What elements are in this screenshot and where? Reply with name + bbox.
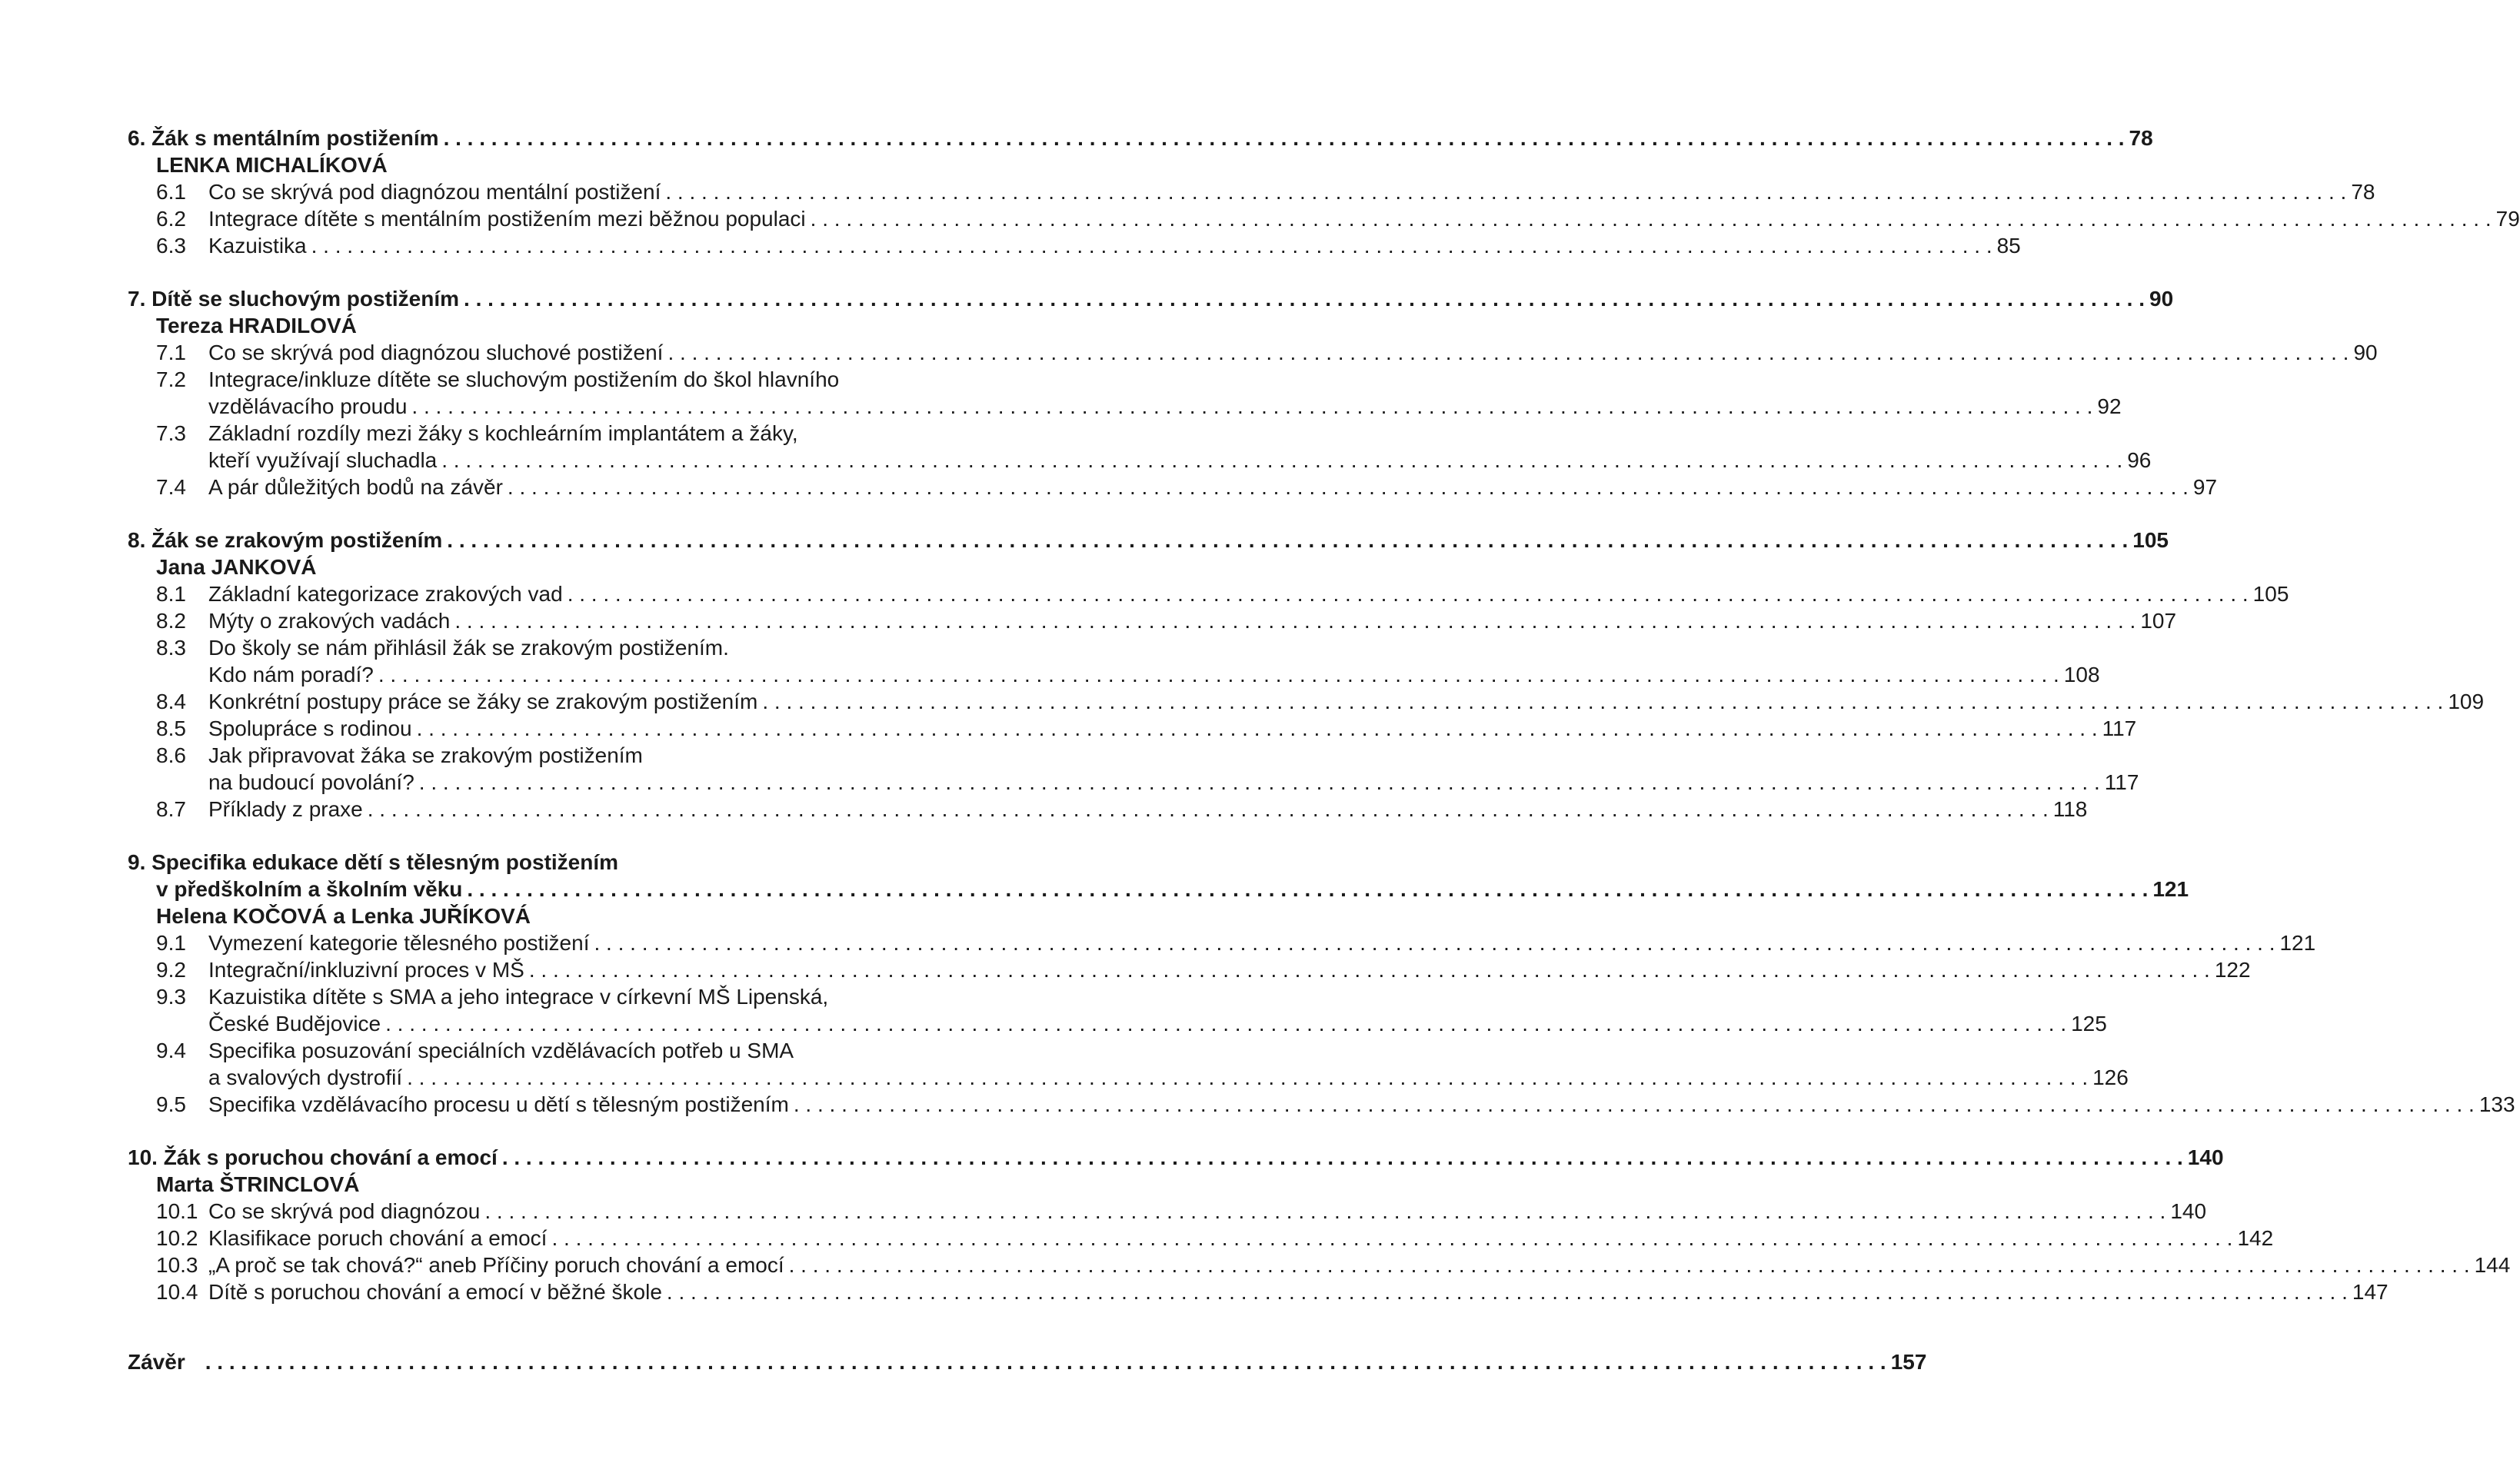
toc-entry	[128, 366, 923, 393]
toc-entry	[128, 796, 2088, 823]
section-number: 8.3	[156, 636, 186, 660]
section-number: 6.1	[156, 180, 186, 204]
dot-leader	[502, 1144, 2183, 1171]
section-number: 8.1	[156, 582, 186, 606]
section-number: 9.1	[156, 931, 186, 955]
page-number: 147	[2352, 1280, 2389, 1304]
chapter-heading	[128, 876, 2189, 903]
toc-entry	[128, 742, 923, 769]
chapter-title: 6. Žák s mentálním postižením	[128, 126, 439, 150]
chapter-title: 10. Žák s poruchou chování a emocí	[128, 1145, 498, 1169]
dot-leader	[417, 715, 2098, 742]
section-number: 6.2	[156, 207, 186, 231]
dot-leader	[789, 1252, 2470, 1278]
section-title: Jak připravovat žáka se zrakovým postižením	[208, 743, 643, 767]
toc-entry	[128, 205, 2520, 232]
page-number: 125	[2071, 1012, 2107, 1036]
section-number: 8.4	[156, 690, 186, 713]
toc-entry	[128, 688, 2485, 715]
conclusion-block	[128, 1348, 1927, 1375]
page-number: 140	[2187, 1145, 2224, 1169]
dot-leader	[205, 1348, 1886, 1375]
section-title: Základní kategorizace zrakových vad	[208, 582, 563, 606]
page-number: 117	[2104, 770, 2139, 794]
chapter-block	[128, 1144, 2511, 1305]
dot-leader	[411, 393, 2092, 420]
section-title: Příklady z praxe	[208, 797, 363, 821]
toc-entry	[128, 1278, 2389, 1305]
toc-entry	[128, 1091, 2515, 1118]
section-number: 7.2	[156, 367, 186, 391]
page-number: 121	[2279, 931, 2316, 955]
page-number: 144	[2474, 1253, 2511, 1277]
toc-entry	[128, 1198, 2207, 1225]
page-number: 109	[2448, 690, 2485, 713]
dot-leader	[407, 1064, 2088, 1091]
conclusion-entry	[128, 1348, 1927, 1375]
section-title: Kazuistika dítěte s SMA a jeho integrace v církevní MŠ Lipenská,	[208, 985, 829, 1009]
section-number: 9.3	[156, 985, 186, 1009]
author-name: Marta ŠTRINCLOVÁ	[156, 1172, 360, 1196]
section-title: Do školy se nám přihlásil žák se zrakovým postižením.	[208, 636, 729, 660]
page-number: 108	[2063, 663, 2100, 686]
section-title: Integrace/inkluze dítěte se sluchovým postižením do škol hlavního	[208, 367, 840, 391]
author-name: Tereza HRADILOVÁ	[156, 314, 357, 337]
toc-entry	[128, 339, 2378, 366]
dot-leader	[508, 474, 2189, 500]
page-number: 105	[2252, 582, 2289, 606]
dot-leader	[441, 447, 2122, 474]
dot-leader	[378, 661, 2059, 688]
section-title: Vymezení kategorie tělesného postižení	[208, 931, 590, 955]
section-number: 7.1	[156, 341, 186, 364]
section-title: Dítě s poruchou chování a emocí v běžné škole	[208, 1280, 662, 1304]
toc-entry	[128, 1064, 2129, 1091]
page-number: 97	[2192, 475, 2218, 499]
dot-leader	[444, 125, 2125, 151]
section-title: Specifika vzdělávacího procesu u dětí s tělesným postižením	[208, 1092, 789, 1116]
table-of-contents	[128, 125, 2520, 1401]
chapter-block	[128, 527, 2485, 823]
chapter-block	[128, 285, 2378, 500]
dot-leader	[667, 1278, 2348, 1305]
section-title: Co se skrývá pod diagnózou	[208, 1199, 481, 1223]
section-number: 9.2	[156, 958, 186, 982]
section-number: 6.3	[156, 234, 186, 258]
dot-leader	[368, 796, 2049, 823]
section-title: vzdělávacího proudu	[208, 394, 408, 418]
chapter-heading	[128, 1144, 2224, 1171]
dot-leader	[419, 769, 2100, 796]
dot-leader	[568, 580, 2249, 607]
section-title: na budoucí povolání?	[208, 770, 414, 794]
page-number: 121	[2152, 877, 2189, 901]
chapter-author	[128, 554, 923, 580]
toc-entry	[128, 983, 923, 1010]
page-number: 140	[2170, 1199, 2207, 1223]
chapter-heading	[128, 285, 2174, 312]
dot-leader	[464, 285, 2145, 312]
page-number: 118	[2052, 797, 2088, 821]
toc-entry	[128, 929, 2316, 956]
section-number: 10.4	[156, 1280, 198, 1304]
section-title: Co se skrývá pod diagnózou mentální postižení	[208, 180, 661, 204]
toc-entry	[128, 715, 2137, 742]
author-name: LENKA MICHALÍKOVÁ	[156, 153, 388, 177]
toc-entry	[128, 634, 923, 661]
page-number: 79	[2495, 207, 2520, 231]
section-title: kteří využívají sluchadla	[208, 448, 438, 472]
toc-entry	[128, 232, 2021, 259]
chapter-title: 8. Žák se zrakovým postižením	[128, 528, 443, 552]
chapter-block	[128, 125, 2520, 259]
chapter-author	[128, 1171, 923, 1198]
toc-entry	[128, 178, 2375, 205]
section-number: 10.1	[156, 1199, 198, 1223]
section-number: 8.2	[156, 609, 186, 633]
dot-leader	[454, 607, 2136, 634]
section-number: 10.3	[156, 1253, 198, 1277]
chapter-author	[128, 151, 923, 178]
chapter-title: 7. Dítě se sluchovým postižením	[128, 287, 460, 311]
toc-entry	[128, 1010, 2107, 1037]
author-name: Helena KOČOVÁ a Lenka JUŘÍKOVÁ	[156, 904, 531, 928]
dot-leader	[385, 1010, 2066, 1037]
chapter-title: 9. Specifika edukace dětí s tělesným postižením	[128, 850, 619, 874]
toc-entry	[128, 393, 2122, 420]
section-title: Specifika posuzování speciálních vzdělávacích potřeb u SMA	[208, 1039, 794, 1062]
dot-leader	[665, 178, 2346, 205]
section-title: Integrace dítěte s mentálním postižením mezi běžnou populaci	[208, 207, 806, 231]
page-number: 107	[2140, 609, 2177, 633]
section-number: 8.6	[156, 743, 186, 767]
section-number: 10.2	[156, 1226, 198, 1250]
toc-entry	[128, 1252, 2511, 1278]
section-title: Kazuistika	[208, 234, 307, 258]
toc-entry	[128, 769, 2139, 796]
dot-leader	[794, 1091, 2475, 1118]
dot-leader	[311, 232, 1992, 259]
section-title: Integrační/inkluzivní proces v MŠ	[208, 958, 524, 982]
section-title: České Budějovice	[208, 1012, 381, 1036]
author-name: Jana JANKOVÁ	[156, 555, 317, 579]
page-number: 78	[2351, 180, 2375, 204]
chapter-title: v předškolním a školním věku	[156, 877, 463, 901]
page-number: 90	[2353, 341, 2378, 364]
toc-entry	[128, 661, 2100, 688]
page-number: 126	[2092, 1065, 2129, 1089]
section-title: Klasifikace poruch chování a emocí	[208, 1226, 548, 1250]
section-title: Co se skrývá pod diagnózou sluchové postižení	[208, 341, 664, 364]
page-number: 117	[2102, 716, 2137, 740]
section-number: 7.4	[156, 475, 186, 499]
chapter-author	[128, 903, 923, 929]
section-number: 8.7	[156, 797, 186, 821]
section-number: 9.5	[156, 1092, 186, 1116]
page-number: 133	[2478, 1092, 2515, 1116]
section-title: Konkrétní postupy práce se žáky se zrakovým postižením	[208, 690, 758, 713]
page-number: 122	[2214, 958, 2251, 982]
toc-entry	[128, 1225, 2274, 1252]
toc-entry	[128, 607, 2177, 634]
dot-leader	[467, 876, 2148, 903]
toc-entry	[128, 1037, 923, 1064]
toc-entry	[128, 474, 2218, 500]
page-number: 85	[1996, 234, 2021, 258]
section-number: 9.4	[156, 1039, 186, 1062]
section-title: Kdo nám poradí?	[208, 663, 374, 686]
dot-leader	[811, 205, 2492, 232]
page-number: 90	[2149, 287, 2174, 311]
dot-leader	[594, 929, 2275, 956]
chapter-heading	[128, 125, 2153, 151]
dot-leader	[762, 688, 2443, 715]
page-number: 157	[1890, 1350, 1927, 1374]
section-title: Spolupráce s rodinou	[208, 716, 412, 740]
section-number: 7.3	[156, 421, 186, 445]
conclusion-title: Závěr	[128, 1350, 185, 1374]
chapter-author	[128, 312, 923, 339]
toc-entry	[128, 447, 2152, 474]
toc-entry	[128, 420, 923, 447]
section-title: „A proč se tak chová?“ aneb Příčiny poruch chování a emocí	[208, 1253, 784, 1277]
page-number: 92	[2097, 394, 2122, 418]
section-title: Základní rozdíly mezi žáky s kochleárním implantátem a žáky,	[208, 421, 798, 445]
dot-leader	[484, 1198, 2165, 1225]
section-title: A pár důležitých bodů na závěr	[208, 475, 503, 499]
dot-leader	[667, 339, 2349, 366]
section-number: 8.5	[156, 716, 186, 740]
dot-leader	[447, 527, 2128, 554]
chapter-heading	[128, 849, 923, 876]
section-title: Mýty o zrakových vadách	[208, 609, 451, 633]
page-number: 105	[2132, 528, 2169, 552]
toc-entry	[128, 956, 2251, 983]
page-number: 142	[2237, 1226, 2274, 1250]
chapter-heading	[128, 527, 2169, 554]
section-title: a svalových dystrofií	[208, 1065, 403, 1089]
toc-entry	[128, 580, 2289, 607]
page-number: 78	[2129, 126, 2153, 150]
page-number: 96	[2127, 448, 2152, 472]
dot-leader	[529, 956, 2210, 983]
chapter-block	[128, 849, 2515, 1118]
dot-leader	[551, 1225, 2232, 1252]
